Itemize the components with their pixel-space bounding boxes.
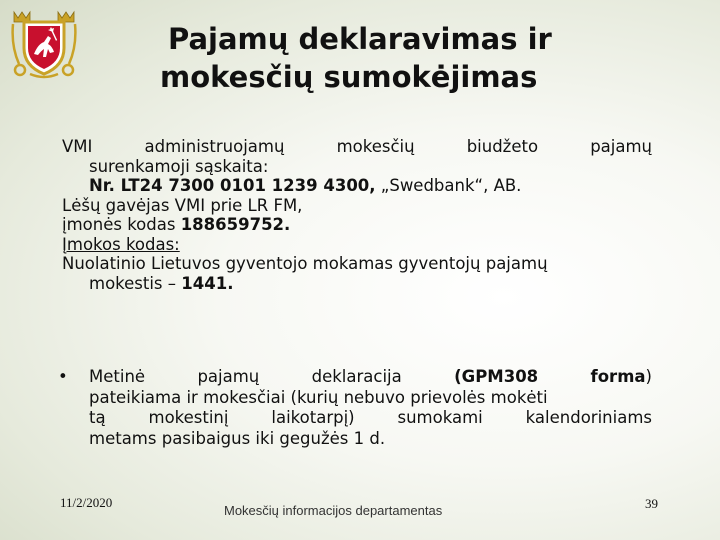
word: pajamų	[590, 137, 652, 156]
company-code-label: įmonės kodas	[62, 215, 181, 234]
account-number-line	[62, 176, 652, 196]
account-number: Nr. LT24 7300 0101 1239 4300,	[89, 176, 376, 195]
word: deklaracija	[311, 367, 402, 386]
bullet-marker: •	[58, 367, 68, 386]
bank-name: „Swedbank“, AB.	[375, 176, 522, 195]
tax-line-2	[62, 274, 652, 294]
payment-code-label: Įmokos kodas:	[62, 234, 180, 254]
word: tą	[89, 408, 106, 427]
bullet-line-2: pateikiama ir mokesčiai (kurių nebuvo prievolės mokėti	[89, 387, 548, 407]
account-line-2: surenkamoji sąskaita:	[89, 156, 269, 176]
bullet-line-1	[62, 367, 652, 388]
declaration-bullet	[58, 367, 652, 449]
footer-date: 11/2/2020	[60, 495, 113, 510]
tax-label: mokestis –	[89, 273, 182, 293]
word: biudžeto	[466, 137, 539, 156]
company-code: 188659752.	[180, 215, 291, 234]
word: mokesčių	[336, 137, 415, 156]
bullet-line-4: metams pasibaigus iki gegužės 1 d.	[89, 428, 386, 448]
word: Metinė	[89, 367, 146, 386]
word: VMI	[62, 137, 93, 156]
word: administruojamų	[144, 137, 285, 156]
slide-title	[160, 20, 630, 96]
title-line-2: mokesčių sumokėjimas	[160, 60, 538, 94]
recipient-line: Lėšų gavėjas VMI prie LR FM,	[62, 195, 303, 215]
form-word: forma	[590, 367, 646, 386]
account-info	[62, 137, 652, 293]
tax-line-1: Nuolatinio Lietuvos gyventojo mokamas gyventojų pajamų	[62, 254, 548, 273]
tax-code: 1441.	[181, 273, 234, 293]
coat-of-arms-icon	[10, 8, 78, 80]
account-line-1	[62, 137, 652, 157]
word: sumokami	[397, 408, 483, 427]
page-number: 39	[645, 496, 658, 511]
bullet-line-3	[62, 408, 652, 429]
title-line-1: Pajamų deklaravimas ir	[168, 22, 552, 56]
company-code-line	[62, 215, 652, 235]
word: (GPM308	[454, 367, 539, 386]
footer-department: Mokesčių informacijos departamentas	[224, 503, 443, 518]
word: kalendoriniams	[525, 408, 652, 427]
word: forma)	[590, 367, 652, 386]
word: pajamų	[197, 367, 260, 386]
word: mokestinį	[148, 408, 229, 427]
word: laikotarpį)	[271, 408, 355, 427]
